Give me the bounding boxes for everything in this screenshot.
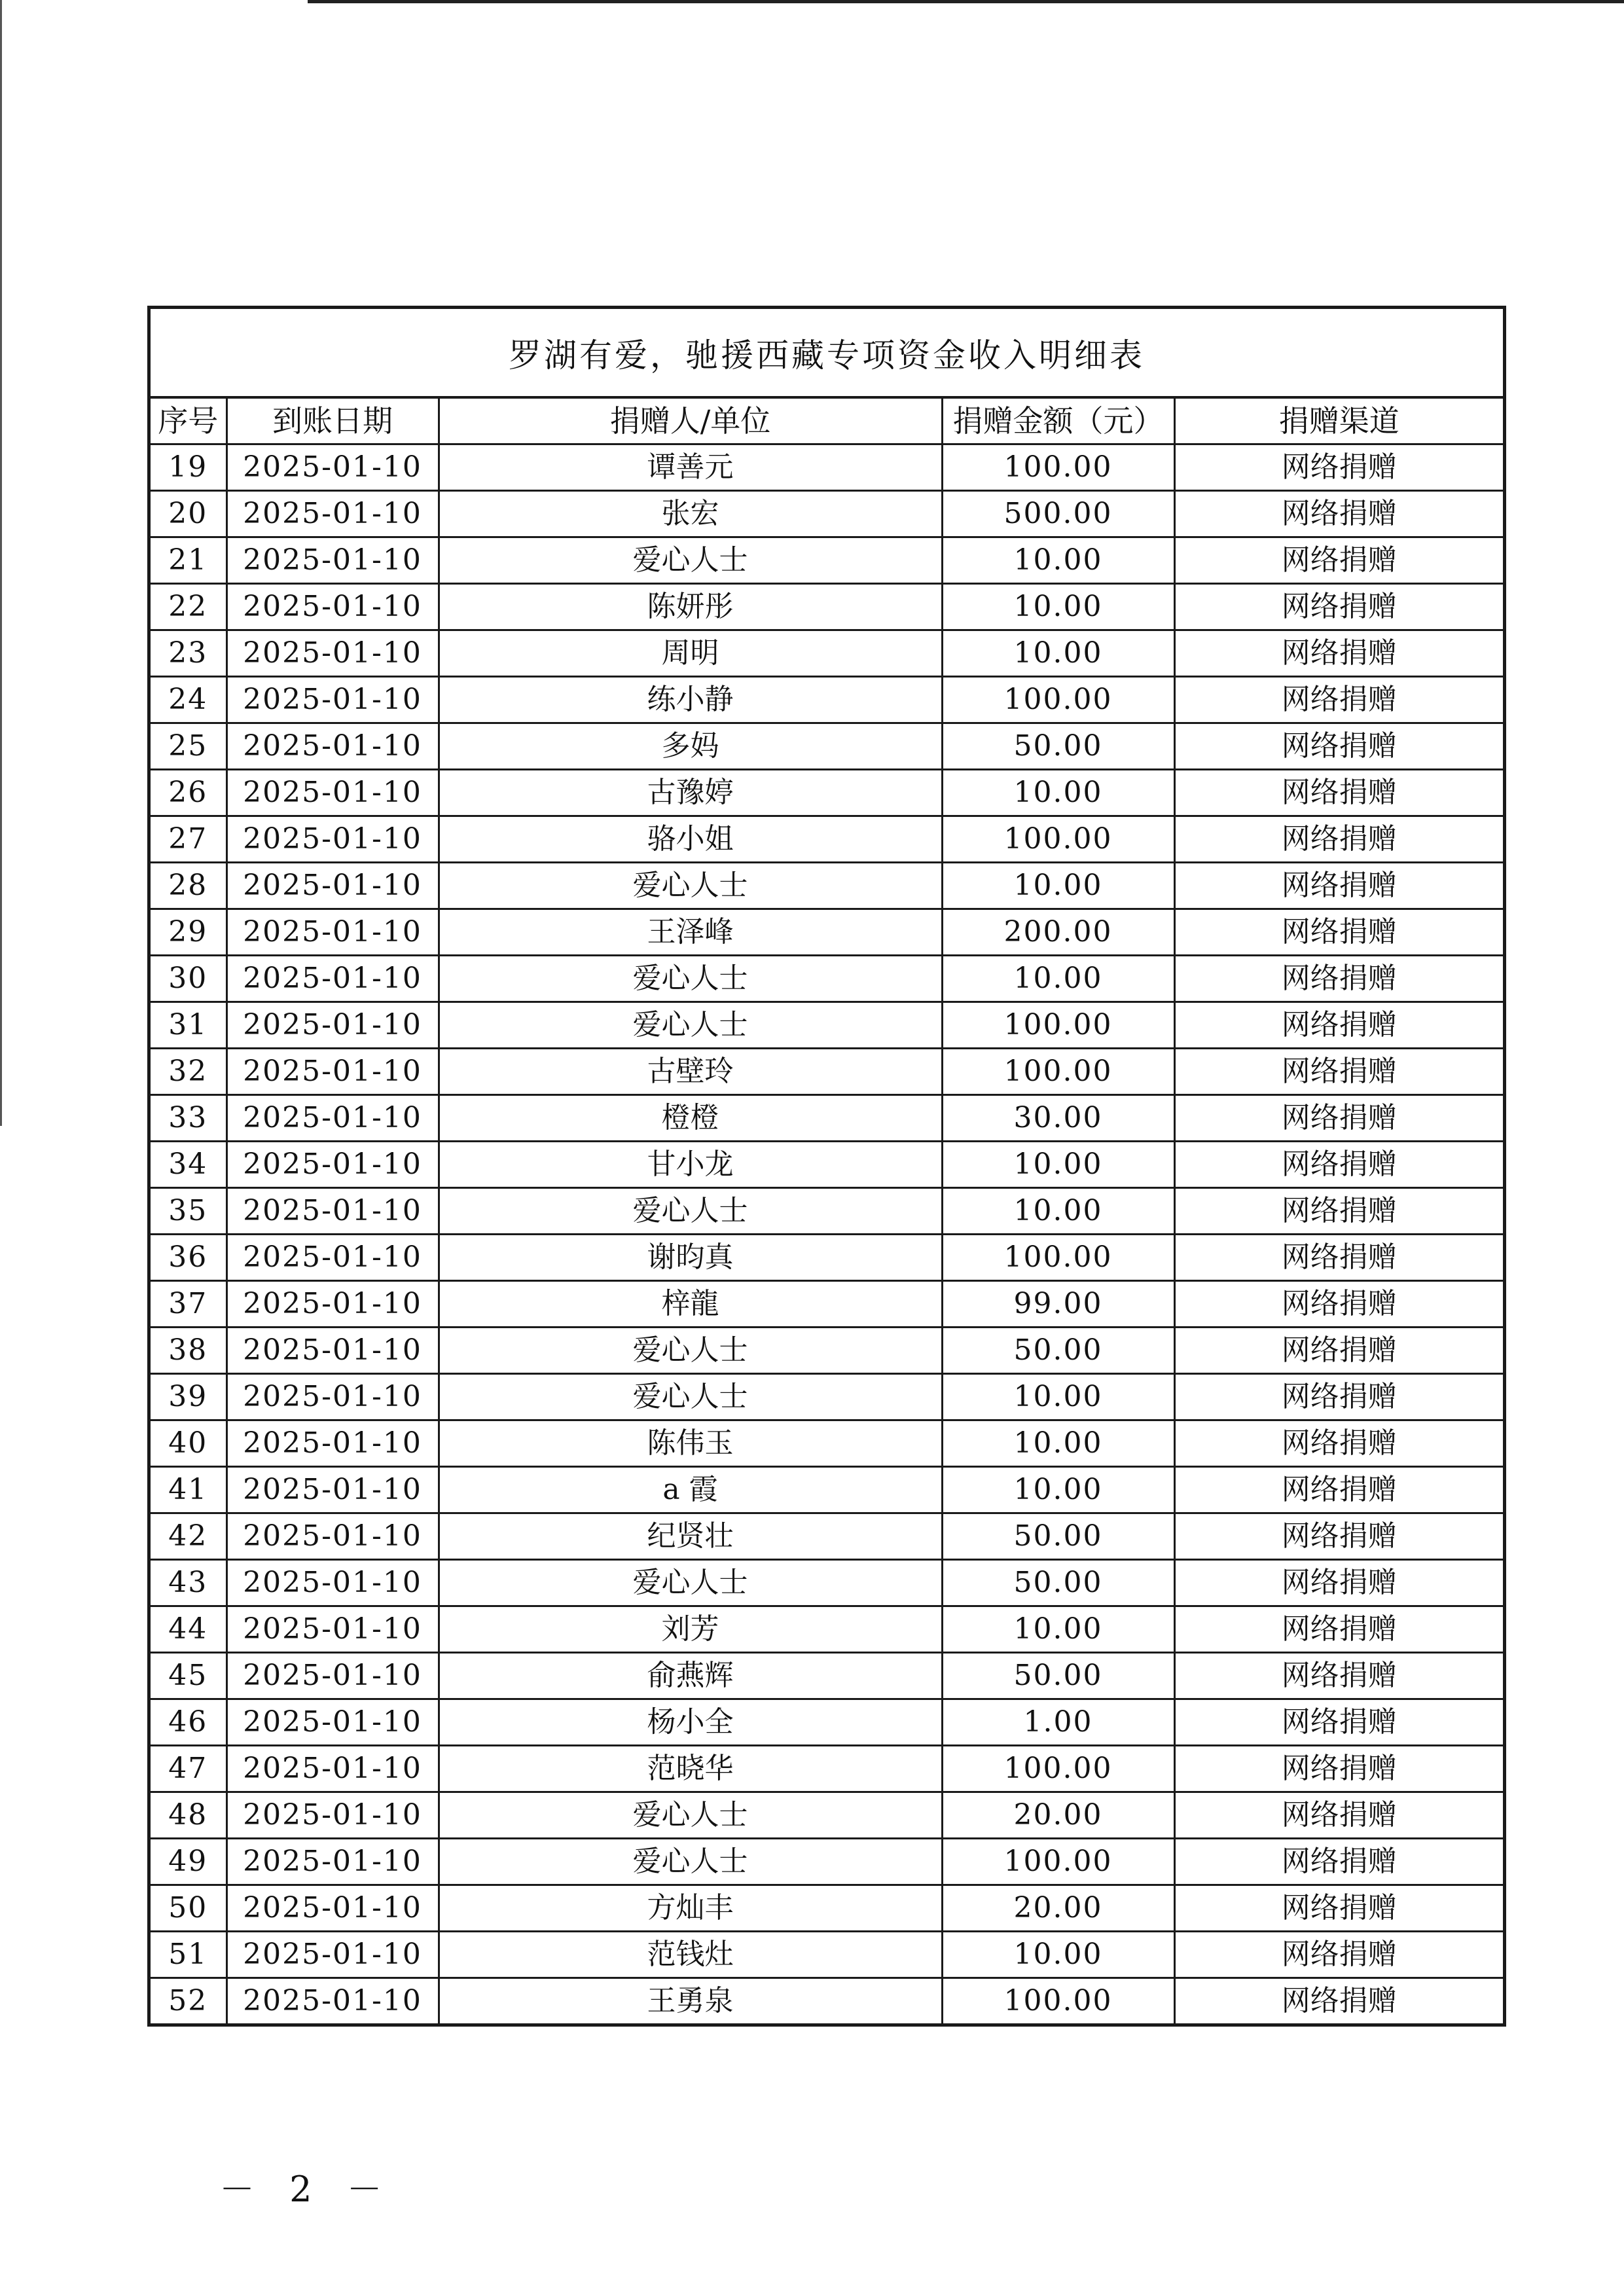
cell-no: 24 bbox=[151, 677, 226, 723]
cell-no: 31 bbox=[151, 1002, 226, 1049]
cell-amount: 10.00 bbox=[942, 1142, 1174, 1188]
donation-table-sheet bbox=[147, 306, 1506, 2027]
cell-channel: 网络捐赠 bbox=[1174, 677, 1503, 723]
table-row bbox=[151, 1095, 1503, 1142]
cell-channel: 网络捐赠 bbox=[1174, 1932, 1503, 1978]
cell-date: 2025-01-10 bbox=[226, 1653, 439, 1699]
cell-donor: 骆小姐 bbox=[439, 816, 942, 863]
cell-donor: 多妈 bbox=[439, 723, 942, 770]
cell-no: 29 bbox=[151, 909, 226, 956]
table-row bbox=[151, 1746, 1503, 1792]
cell-donor: 纪贤壮 bbox=[439, 1513, 942, 1560]
cell-date: 2025-01-10 bbox=[226, 956, 439, 1002]
table-row bbox=[151, 909, 1503, 956]
table-row bbox=[151, 1188, 1503, 1235]
cell-no: 30 bbox=[151, 956, 226, 1002]
table-row bbox=[151, 1978, 1503, 2024]
cell-no: 19 bbox=[151, 444, 226, 491]
cell-no: 50 bbox=[151, 1885, 226, 1932]
cell-amount: 10.00 bbox=[942, 1932, 1174, 1978]
table-row bbox=[151, 1281, 1503, 1328]
cell-channel: 网络捐赠 bbox=[1174, 1467, 1503, 1513]
cell-no: 49 bbox=[151, 1839, 226, 1885]
table-row bbox=[151, 1467, 1503, 1513]
cell-donor: 俞燕辉 bbox=[439, 1653, 942, 1699]
cell-channel: 网络捐赠 bbox=[1174, 1746, 1503, 1792]
cell-donor: 陈伟玉 bbox=[439, 1420, 942, 1467]
cell-amount: 50.00 bbox=[942, 723, 1174, 770]
table-row bbox=[151, 584, 1503, 630]
cell-date: 2025-01-10 bbox=[226, 1560, 439, 1606]
cell-date: 2025-01-10 bbox=[226, 1746, 439, 1792]
cell-no: 42 bbox=[151, 1513, 226, 1560]
table-row bbox=[151, 723, 1503, 770]
cell-no: 48 bbox=[151, 1792, 226, 1839]
cell-no: 32 bbox=[151, 1049, 226, 1095]
cell-date: 2025-01-10 bbox=[226, 1978, 439, 2024]
table-row bbox=[151, 537, 1503, 584]
table-row bbox=[151, 1328, 1503, 1374]
header-amount: 捐赠金额（元） bbox=[942, 399, 1174, 444]
cell-no: 45 bbox=[151, 1653, 226, 1699]
cell-no: 37 bbox=[151, 1281, 226, 1328]
cell-amount: 10.00 bbox=[942, 1188, 1174, 1235]
cell-donor: 橙橙 bbox=[439, 1095, 942, 1142]
cell-amount: 500.00 bbox=[942, 491, 1174, 537]
table-row bbox=[151, 1420, 1503, 1467]
cell-date: 2025-01-10 bbox=[226, 584, 439, 630]
donation-table bbox=[151, 399, 1503, 2023]
cell-channel: 网络捐赠 bbox=[1174, 909, 1503, 956]
scan-top-edge bbox=[308, 0, 1624, 3]
cell-donor: 爱心人士 bbox=[439, 1002, 942, 1049]
cell-no: 38 bbox=[151, 1328, 226, 1374]
cell-amount: 10.00 bbox=[942, 956, 1174, 1002]
cell-channel: 网络捐赠 bbox=[1174, 1095, 1503, 1142]
cell-channel: 网络捐赠 bbox=[1174, 1699, 1503, 1746]
cell-no: 47 bbox=[151, 1746, 226, 1792]
cell-no: 52 bbox=[151, 1978, 226, 2024]
header-no: 序号 bbox=[151, 399, 226, 444]
cell-amount: 50.00 bbox=[942, 1560, 1174, 1606]
cell-donor: 爱心人士 bbox=[439, 863, 942, 909]
cell-channel: 网络捐赠 bbox=[1174, 1839, 1503, 1885]
cell-amount: 10.00 bbox=[942, 1606, 1174, 1653]
cell-channel: 网络捐赠 bbox=[1174, 1885, 1503, 1932]
cell-no: 36 bbox=[151, 1235, 226, 1281]
cell-channel: 网络捐赠 bbox=[1174, 1188, 1503, 1235]
header-channel: 捐赠渠道 bbox=[1174, 399, 1503, 444]
table-row bbox=[151, 1374, 1503, 1420]
cell-date: 2025-01-10 bbox=[226, 1328, 439, 1374]
cell-date: 2025-01-10 bbox=[226, 491, 439, 537]
cell-donor: 爱心人士 bbox=[439, 1792, 942, 1839]
cell-no: 34 bbox=[151, 1142, 226, 1188]
cell-no: 26 bbox=[151, 770, 226, 816]
cell-amount: 100.00 bbox=[942, 1746, 1174, 1792]
cell-date: 2025-01-10 bbox=[226, 1281, 439, 1328]
cell-channel: 网络捐赠 bbox=[1174, 1653, 1503, 1699]
cell-no: 39 bbox=[151, 1374, 226, 1420]
cell-date: 2025-01-10 bbox=[226, 1885, 439, 1932]
cell-channel: 网络捐赠 bbox=[1174, 1792, 1503, 1839]
cell-no: 46 bbox=[151, 1699, 226, 1746]
cell-amount: 50.00 bbox=[942, 1513, 1174, 1560]
cell-channel: 网络捐赠 bbox=[1174, 537, 1503, 584]
cell-no: 27 bbox=[151, 816, 226, 863]
cell-date: 2025-01-10 bbox=[226, 1002, 439, 1049]
cell-amount: 10.00 bbox=[942, 770, 1174, 816]
table-row bbox=[151, 1653, 1503, 1699]
cell-channel: 网络捐赠 bbox=[1174, 630, 1503, 677]
cell-channel: 网络捐赠 bbox=[1174, 1513, 1503, 1560]
cell-no: 22 bbox=[151, 584, 226, 630]
header-row bbox=[151, 399, 1503, 444]
cell-date: 2025-01-10 bbox=[226, 1188, 439, 1235]
cell-donor: 范钱灶 bbox=[439, 1932, 942, 1978]
cell-channel: 网络捐赠 bbox=[1174, 1978, 1503, 2024]
cell-no: 21 bbox=[151, 537, 226, 584]
table-row bbox=[151, 770, 1503, 816]
table-body bbox=[151, 444, 1503, 2024]
cell-channel: 网络捐赠 bbox=[1174, 1560, 1503, 1606]
cell-amount: 100.00 bbox=[942, 1839, 1174, 1885]
cell-date: 2025-01-10 bbox=[226, 1235, 439, 1281]
table-row bbox=[151, 491, 1503, 537]
cell-no: 44 bbox=[151, 1606, 226, 1653]
cell-no: 43 bbox=[151, 1560, 226, 1606]
cell-date: 2025-01-10 bbox=[226, 1792, 439, 1839]
cell-donor: 甘小龙 bbox=[439, 1142, 942, 1188]
cell-donor: 陈妍彤 bbox=[439, 584, 942, 630]
cell-no: 41 bbox=[151, 1467, 226, 1513]
cell-donor: 古壁玲 bbox=[439, 1049, 942, 1095]
cell-date: 2025-01-10 bbox=[226, 1513, 439, 1560]
table-row bbox=[151, 1142, 1503, 1188]
header-date: 到账日期 bbox=[226, 399, 439, 444]
cell-no: 23 bbox=[151, 630, 226, 677]
cell-no: 20 bbox=[151, 491, 226, 537]
cell-date: 2025-01-10 bbox=[226, 444, 439, 491]
scan-left-edge bbox=[0, 0, 2, 1126]
cell-amount: 100.00 bbox=[942, 1978, 1174, 2024]
cell-donor: 爱心人士 bbox=[439, 1188, 942, 1235]
cell-date: 2025-01-10 bbox=[226, 1095, 439, 1142]
cell-amount: 50.00 bbox=[942, 1328, 1174, 1374]
table-row bbox=[151, 1235, 1503, 1281]
cell-date: 2025-01-10 bbox=[226, 1839, 439, 1885]
cell-donor: 方灿丰 bbox=[439, 1885, 942, 1932]
cell-donor: 范晓华 bbox=[439, 1746, 942, 1792]
cell-channel: 网络捐赠 bbox=[1174, 1374, 1503, 1420]
cell-donor: 爱心人士 bbox=[439, 1560, 942, 1606]
cell-no: 33 bbox=[151, 1095, 226, 1142]
cell-channel: 网络捐赠 bbox=[1174, 770, 1503, 816]
cell-donor: 梓龍 bbox=[439, 1281, 942, 1328]
cell-channel: 网络捐赠 bbox=[1174, 1328, 1503, 1374]
cell-date: 2025-01-10 bbox=[226, 909, 439, 956]
cell-channel: 网络捐赠 bbox=[1174, 1002, 1503, 1049]
table-row bbox=[151, 1792, 1503, 1839]
cell-date: 2025-01-10 bbox=[226, 1932, 439, 1978]
cell-date: 2025-01-10 bbox=[226, 1699, 439, 1746]
cell-date: 2025-01-10 bbox=[226, 1420, 439, 1467]
cell-donor: a 霞 bbox=[439, 1467, 942, 1513]
table-row bbox=[151, 1699, 1503, 1746]
cell-amount: 100.00 bbox=[942, 444, 1174, 491]
cell-amount: 10.00 bbox=[942, 1420, 1174, 1467]
cell-donor: 王泽峰 bbox=[439, 909, 942, 956]
cell-amount: 1.00 bbox=[942, 1699, 1174, 1746]
cell-date: 2025-01-10 bbox=[226, 1049, 439, 1095]
cell-no: 25 bbox=[151, 723, 226, 770]
cell-donor: 练小静 bbox=[439, 677, 942, 723]
table-row bbox=[151, 863, 1503, 909]
table-row bbox=[151, 816, 1503, 863]
cell-donor: 爱心人士 bbox=[439, 1839, 942, 1885]
cell-amount: 10.00 bbox=[942, 630, 1174, 677]
cell-donor: 爱心人士 bbox=[439, 537, 942, 584]
cell-channel: 网络捐赠 bbox=[1174, 1235, 1503, 1281]
cell-date: 2025-01-10 bbox=[226, 1142, 439, 1188]
page-number: － 2 － bbox=[219, 2169, 394, 2210]
cell-amount: 10.00 bbox=[942, 584, 1174, 630]
cell-donor: 爱心人士 bbox=[439, 1328, 942, 1374]
cell-channel: 网络捐赠 bbox=[1174, 1420, 1503, 1467]
cell-donor: 杨小全 bbox=[439, 1699, 942, 1746]
table-row bbox=[151, 1606, 1503, 1653]
cell-donor: 张宏 bbox=[439, 491, 942, 537]
cell-amount: 99.00 bbox=[942, 1281, 1174, 1328]
cell-channel: 网络捐赠 bbox=[1174, 1606, 1503, 1653]
cell-no: 28 bbox=[151, 863, 226, 909]
table-row bbox=[151, 677, 1503, 723]
cell-donor: 王勇泉 bbox=[439, 1978, 942, 2024]
cell-date: 2025-01-10 bbox=[226, 677, 439, 723]
cell-channel: 网络捐赠 bbox=[1174, 863, 1503, 909]
cell-date: 2025-01-10 bbox=[226, 1606, 439, 1653]
cell-date: 2025-01-10 bbox=[226, 537, 439, 584]
cell-donor: 古豫婷 bbox=[439, 770, 942, 816]
cell-no: 40 bbox=[151, 1420, 226, 1467]
header-donor: 捐赠人/单位 bbox=[439, 399, 942, 444]
cell-channel: 网络捐赠 bbox=[1174, 1281, 1503, 1328]
table-row bbox=[151, 1560, 1503, 1606]
cell-channel: 网络捐赠 bbox=[1174, 491, 1503, 537]
cell-date: 2025-01-10 bbox=[226, 816, 439, 863]
cell-no: 35 bbox=[151, 1188, 226, 1235]
cell-amount: 50.00 bbox=[942, 1653, 1174, 1699]
cell-donor: 周明 bbox=[439, 630, 942, 677]
cell-amount: 10.00 bbox=[942, 1374, 1174, 1420]
cell-date: 2025-01-10 bbox=[226, 770, 439, 816]
table-title: 罗湖有爱，驰援西藏专项资金收入明细表 bbox=[151, 309, 1503, 399]
cell-amount: 100.00 bbox=[942, 1235, 1174, 1281]
cell-channel: 网络捐赠 bbox=[1174, 816, 1503, 863]
cell-amount: 100.00 bbox=[942, 816, 1174, 863]
table-row bbox=[151, 630, 1503, 677]
cell-donor: 谭善元 bbox=[439, 444, 942, 491]
cell-amount: 10.00 bbox=[942, 1467, 1174, 1513]
cell-amount: 10.00 bbox=[942, 863, 1174, 909]
cell-channel: 网络捐赠 bbox=[1174, 1142, 1503, 1188]
cell-channel: 网络捐赠 bbox=[1174, 444, 1503, 491]
cell-date: 2025-01-10 bbox=[226, 630, 439, 677]
cell-date: 2025-01-10 bbox=[226, 1374, 439, 1420]
cell-donor: 谢昀真 bbox=[439, 1235, 942, 1281]
cell-amount: 20.00 bbox=[942, 1885, 1174, 1932]
table-row bbox=[151, 1839, 1503, 1885]
cell-date: 2025-01-10 bbox=[226, 723, 439, 770]
cell-amount: 100.00 bbox=[942, 1002, 1174, 1049]
cell-channel: 网络捐赠 bbox=[1174, 723, 1503, 770]
cell-amount: 100.00 bbox=[942, 1049, 1174, 1095]
cell-channel: 网络捐赠 bbox=[1174, 1049, 1503, 1095]
cell-amount: 10.00 bbox=[942, 537, 1174, 584]
table-row bbox=[151, 1049, 1503, 1095]
table-row bbox=[151, 444, 1503, 491]
cell-amount: 200.00 bbox=[942, 909, 1174, 956]
cell-donor: 爱心人士 bbox=[439, 956, 942, 1002]
cell-date: 2025-01-10 bbox=[226, 1467, 439, 1513]
cell-donor: 刘芳 bbox=[439, 1606, 942, 1653]
table-row bbox=[151, 1002, 1503, 1049]
cell-channel: 网络捐赠 bbox=[1174, 956, 1503, 1002]
cell-donor: 爱心人士 bbox=[439, 1374, 942, 1420]
table-row bbox=[151, 1513, 1503, 1560]
table-row bbox=[151, 956, 1503, 1002]
cell-no: 51 bbox=[151, 1932, 226, 1978]
cell-date: 2025-01-10 bbox=[226, 863, 439, 909]
cell-amount: 20.00 bbox=[942, 1792, 1174, 1839]
cell-amount: 30.00 bbox=[942, 1095, 1174, 1142]
table-row bbox=[151, 1932, 1503, 1978]
cell-channel: 网络捐赠 bbox=[1174, 584, 1503, 630]
cell-amount: 100.00 bbox=[942, 677, 1174, 723]
table-row bbox=[151, 1885, 1503, 1932]
